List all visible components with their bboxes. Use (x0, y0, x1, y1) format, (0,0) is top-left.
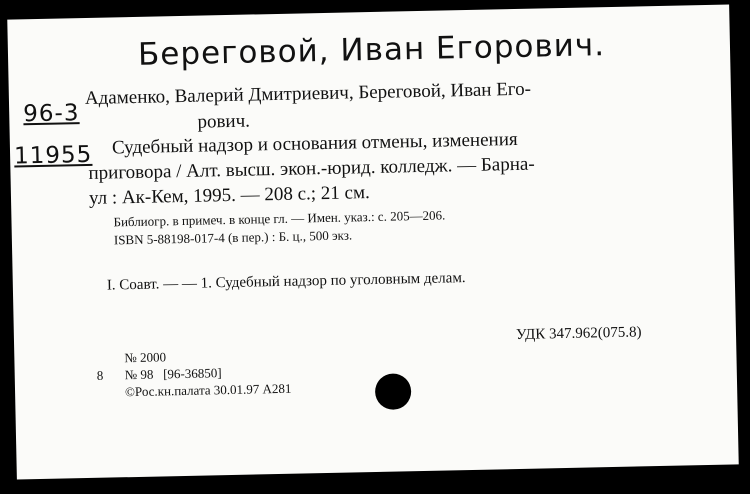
handwritten-author-heading: Береговой, Иван Егорович. (137, 27, 606, 73)
tracing-line: I. Соавт. — — 1. Судебный надзор по уголовным делам. (106, 270, 466, 294)
isbn-line: ISBN 5-88198-017-4 (в пер.) : Б. ц., 500 экз. (113, 227, 353, 248)
entry-line-2: рович. (197, 110, 251, 133)
catalog-card (7, 4, 738, 479)
handwritten-shelf-code: 96-3 (22, 100, 80, 128)
handwritten-inventory-number: 11955 (13, 141, 93, 170)
number-2000: № 2000 (124, 349, 167, 366)
entry-line-4: приговора / Алт. высш. экон.-юрид. колледж. — Барна- (88, 153, 535, 184)
udc-code: УДК 347.962(075.8) (515, 324, 642, 344)
entry-line-3: Судебный надзор и основания отмены, изменения (111, 128, 518, 159)
bibliography-note: Библиогр. в примеч. в конце гл. — Имен. указ.: с. 205—206. (113, 207, 446, 230)
book-chamber-line: ©Рос.кн.палата 30.01.97 А281 (124, 380, 292, 400)
entry-line-1: Адаменко, Валерий Дмитриевич, Береговой, Иван Его- (84, 78, 532, 109)
copies-count: 8 (96, 367, 104, 383)
entry-line-5: ул : Ак-Кем, 1995. — 208 с.; 21 см. (88, 182, 370, 209)
punch-hole (375, 373, 412, 410)
record-number: № 98 [96-36850] (124, 365, 222, 383)
